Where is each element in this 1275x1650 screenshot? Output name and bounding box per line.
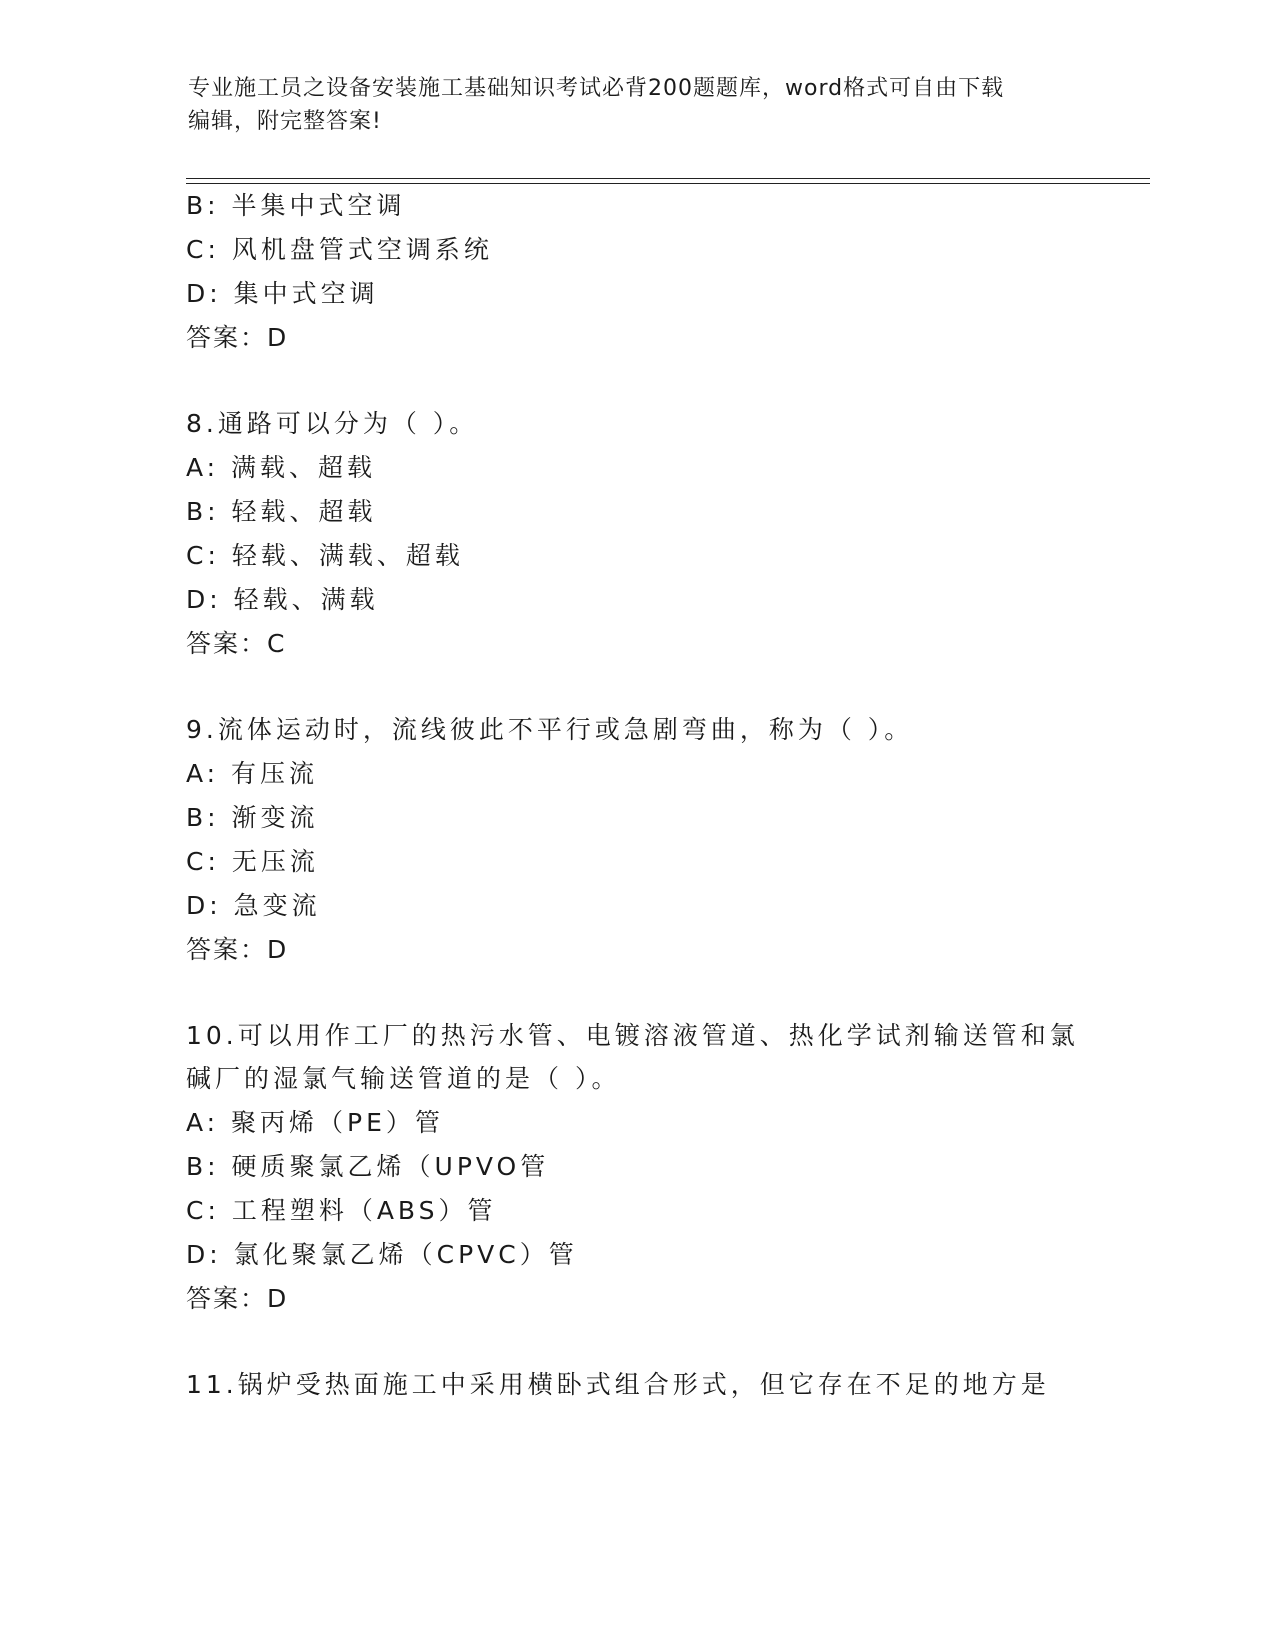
header-title-line-2: 编辑，附完整答案!: [188, 109, 382, 134]
q7-option-c: C: 风机盘管式空调系统: [186, 235, 493, 264]
document-header: [188, 72, 1088, 138]
q8-question: 8.通路可以分为（ ）。: [186, 409, 479, 438]
q8-option-a: A: 满载、超载: [186, 453, 377, 482]
q8-answer: 答案：C: [186, 629, 287, 658]
q8-option-d: D: 轻载、满载: [186, 585, 379, 614]
q9-answer: 答案：D: [186, 935, 289, 964]
q7-option-d: D: 集中式空调: [186, 279, 379, 308]
q7-answer: 答案：D: [186, 323, 289, 352]
q8-option-c: C: 轻载、满载、超载: [186, 541, 464, 570]
q10-question-line-1: 10.可以用作工厂的热污水管、电镀溶液管道、热化学试剂输送管和氯: [186, 1021, 1079, 1050]
q10-option-a: A: 聚丙烯（PE）管: [186, 1108, 444, 1137]
q10-option-b: B: 硬质聚氯乙烯（UPVO管: [186, 1152, 550, 1181]
q9-option-d: D: 急变流: [186, 891, 321, 920]
header-divider-bottom: [186, 183, 1150, 184]
header-title-line: 专业施工员之设备安装施工基础知识考试必背200题题库，word格式可自由下载: [188, 76, 1005, 101]
header-divider-top: [186, 178, 1150, 179]
q9-option-b: B: 渐变流: [186, 803, 319, 832]
q8-option-b: B: 轻载、超载: [186, 497, 377, 526]
q7-option-b: B: 半集中式空调: [186, 191, 406, 220]
q10-answer: 答案：D: [186, 1284, 289, 1313]
q11-question-line-1: 11.锅炉受热面施工中采用横卧式组合形式，但它存在不足的地方是: [186, 1370, 1050, 1399]
q10-option-d: D: 氯化聚氯乙烯（CPVC）管: [186, 1240, 578, 1269]
q10-question-line-2: 碱厂的湿氯气输送管道的是（ ）。: [186, 1064, 621, 1093]
q9-option-a: A: 有压流: [186, 759, 319, 788]
q10-option-c: C: 工程塑料（ABS）管: [186, 1196, 497, 1225]
q9-option-c: C: 无压流: [186, 847, 319, 876]
q9-question: 9.流体运动时，流线彼此不平行或急剧弯曲，称为（ ）。: [186, 715, 914, 744]
